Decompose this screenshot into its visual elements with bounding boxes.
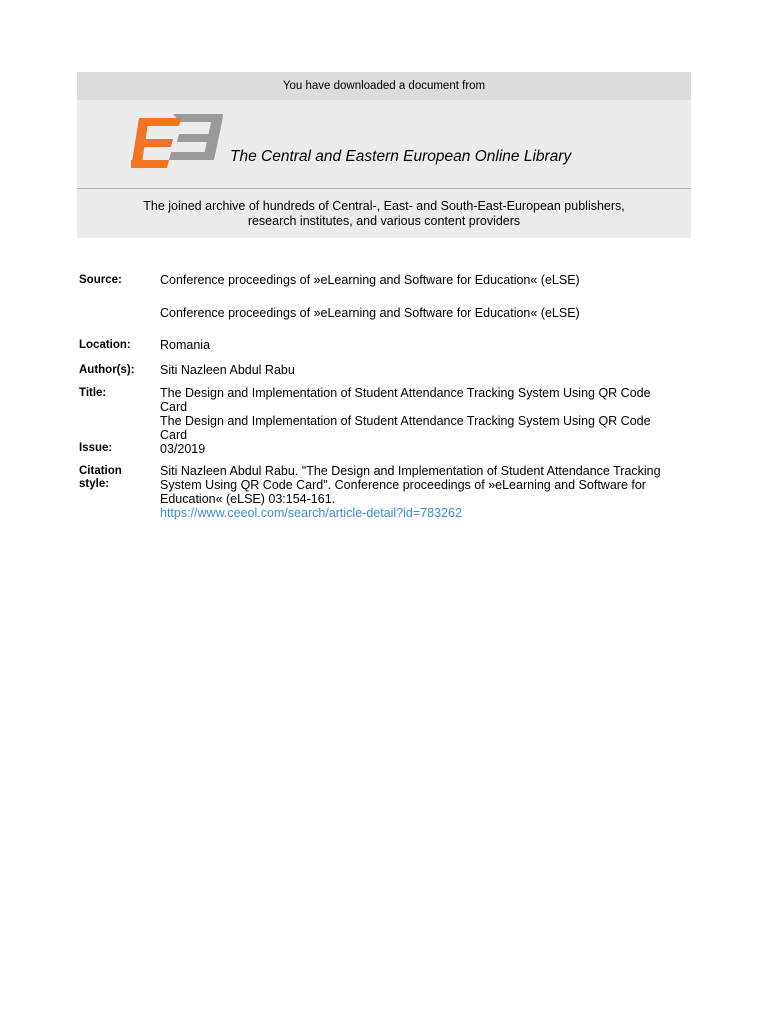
ceeol-logo-icon (129, 112, 225, 170)
citation-label-line-2: style: (79, 477, 110, 490)
citation-line-2: System Using QR Code Card". Conference proceedings of »eLearning and Software for (160, 478, 646, 492)
title-value-2-line-b: Card (160, 428, 188, 442)
citation-line-1: Siti Nazleen Abdul Rabu. "The Design and Implementation of Student Attendance Tracking (160, 464, 661, 478)
authors-label: Author(s): (79, 364, 135, 376)
title-value-1-line-a: The Design and Implementation of Student Attendance Tracking System Using QR Code (160, 386, 651, 400)
title-label: Title: (79, 387, 107, 399)
title-value-1-line-b: Card (160, 400, 188, 414)
title-value-1 (160, 386, 690, 414)
banner-divider (77, 188, 691, 189)
title-value-2-line-a: The Design and Implementation of Student Attendance Tracking System Using QR Code (160, 414, 651, 428)
tagline (77, 199, 691, 228)
tagline-line-2: research institutes, and various content providers (247, 213, 521, 228)
source-value-2: Conference proceedings of »eLearning and Software for Education« (eLSE) (160, 306, 580, 320)
source-value-1: Conference proceedings of »eLearning and Software for Education« (eLSE) (160, 273, 580, 287)
citation-label (79, 465, 122, 490)
tagline-line-1: The joined archive of hundreds of Central-, East- and South-East-European publishers, (143, 199, 625, 213)
library-name: The Central and Eastern European Online Library (230, 148, 572, 165)
citation-label-line-1: Citation (79, 465, 122, 477)
title-value-2 (160, 414, 690, 442)
citation-link[interactable]: https://www.ceeol.com/search/article-detail?id=783262 (160, 506, 462, 520)
issue-label: Issue: (79, 442, 113, 454)
citation-text (160, 464, 690, 520)
downloaded-notice: You have downloaded a document from (77, 72, 691, 100)
issue-value: 03/2019 (160, 442, 206, 456)
source-label: Source: (79, 274, 122, 286)
ceeol-banner (77, 72, 691, 238)
authors-value: Siti Nazleen Abdul Rabu (160, 363, 295, 377)
citation-line-3: Education« (eLSE) 03:154-161. (160, 492, 336, 506)
location-value: Romania (160, 338, 211, 352)
location-label: Location: (79, 339, 131, 351)
